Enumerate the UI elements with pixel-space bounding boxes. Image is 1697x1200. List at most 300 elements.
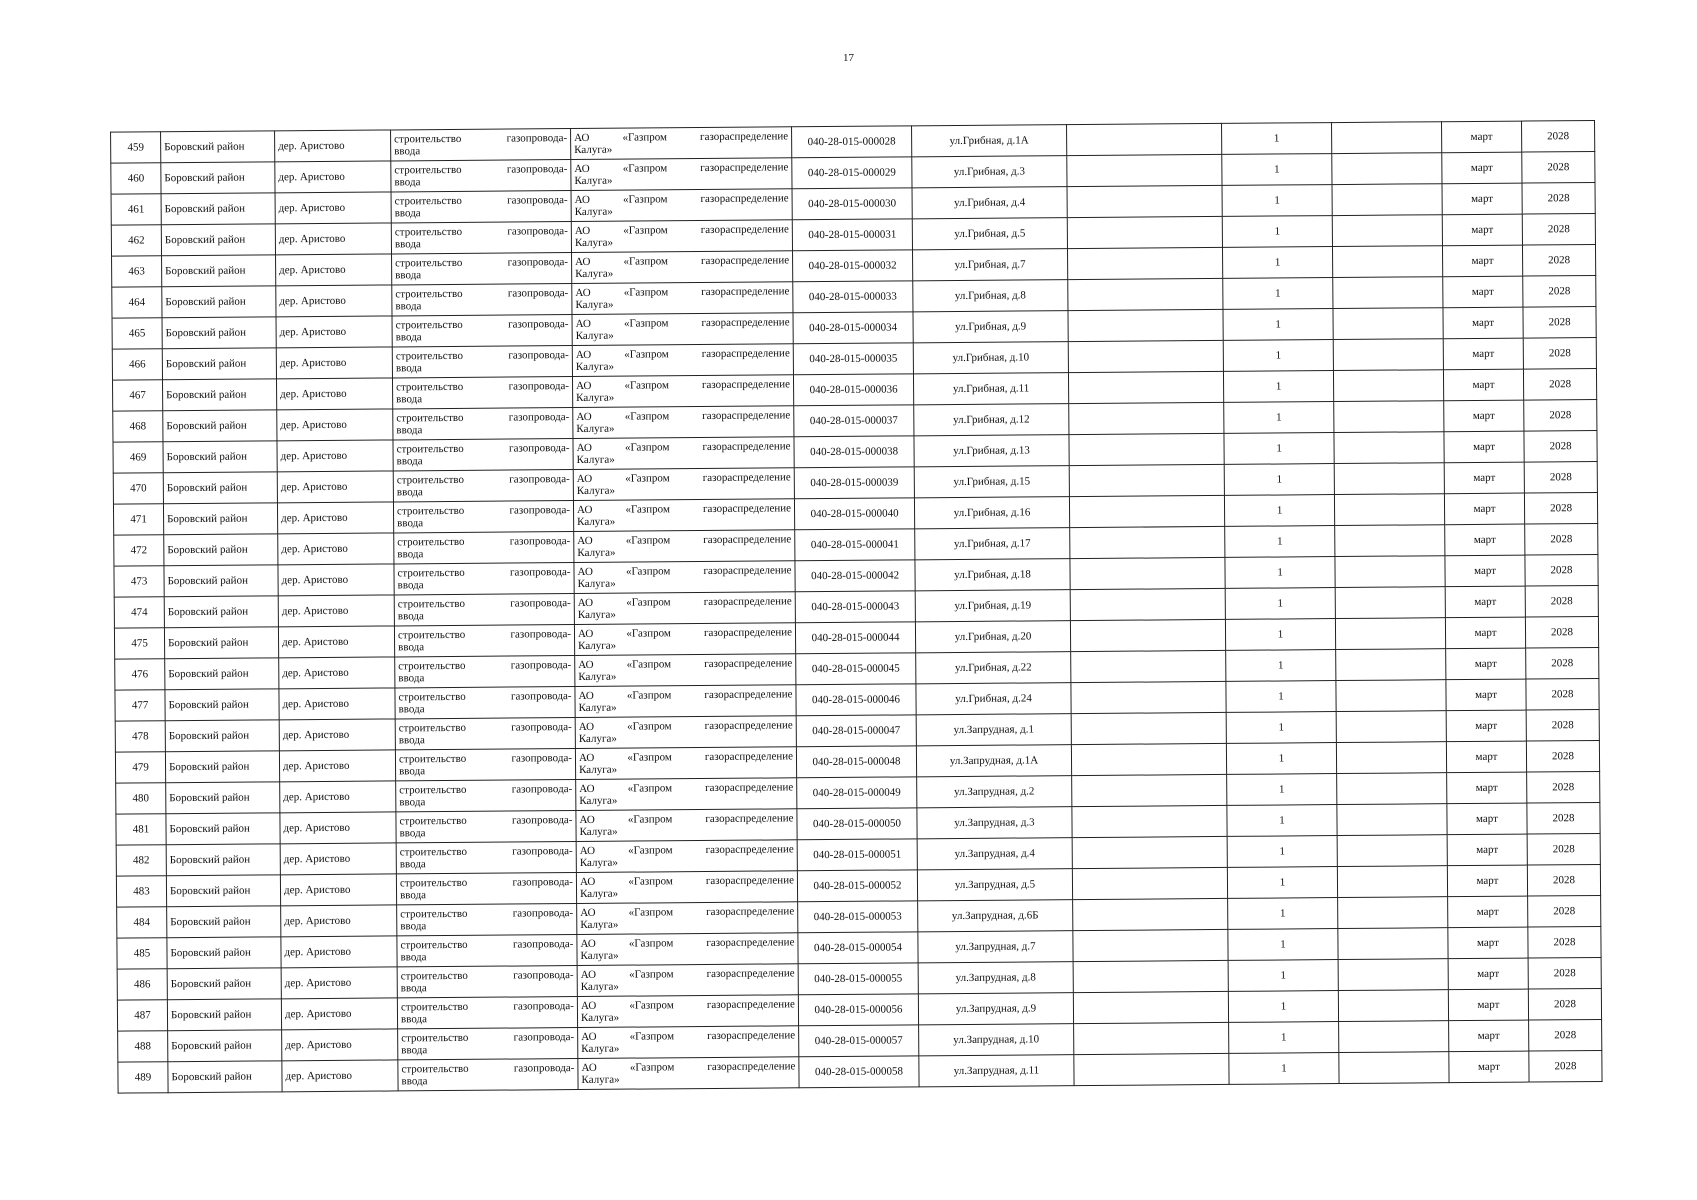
- village-cell: дер. Аристово: [278, 533, 394, 565]
- work-type-word-1: строительство: [397, 535, 465, 549]
- row-number: 478: [115, 721, 165, 752]
- organization-cell: [571, 220, 792, 253]
- work-type-word-1: строительство: [400, 1000, 469, 1014]
- row-number: 484: [117, 907, 167, 938]
- village-cell: дер. Аристово: [280, 781, 396, 813]
- object-code-cell: 040-28-015-000036: [793, 374, 913, 406]
- row-number: 481: [116, 814, 166, 845]
- organization-cell: [571, 189, 792, 222]
- empty-cell: [1335, 587, 1445, 619]
- row-number: 475: [114, 628, 164, 659]
- year-cell: 2028: [1522, 245, 1595, 277]
- empty-cell: [1073, 960, 1228, 992]
- month-cell: март: [1444, 400, 1524, 432]
- organization-cell: [576, 871, 797, 904]
- work-type-word-1: строительство: [398, 659, 466, 673]
- work-type-word-1: строительство: [395, 287, 463, 301]
- work-type-cell: [393, 408, 573, 440]
- month-cell: март: [1442, 183, 1522, 215]
- village-cell: дер. Аристово: [275, 223, 391, 255]
- empty-cell: [1336, 680, 1446, 712]
- district-cell: Боровский район: [163, 503, 277, 535]
- work-type-cell: [392, 377, 572, 409]
- work-type-word-3: ввода: [398, 641, 425, 654]
- work-type-cell: [396, 842, 576, 874]
- empty-cell: [1070, 557, 1225, 589]
- work-type-word-3: ввода: [394, 207, 421, 220]
- organization-word-2: «Газпром: [625, 534, 671, 547]
- month-cell: март: [1445, 524, 1525, 556]
- organization-word-4: Калуга»: [577, 546, 616, 560]
- organization-word-1: АО: [579, 875, 596, 888]
- empty-cell: [1073, 929, 1228, 961]
- empty-cell: [1336, 742, 1446, 774]
- empty-cell: [1336, 711, 1446, 743]
- village-cell: дер. Аристово: [279, 688, 395, 720]
- village-cell: дер. Аристово: [275, 192, 391, 224]
- year-cell: 2028: [1525, 585, 1598, 617]
- empty-cell: [1339, 1021, 1449, 1053]
- empty-cell: [1068, 340, 1223, 372]
- district-cell: Боровский район: [166, 782, 280, 814]
- work-type-word-1: строительство: [395, 349, 464, 363]
- organization-word-1: АО: [578, 751, 595, 764]
- work-type-word-2: газопровода-: [508, 411, 570, 424]
- village-cell: дер. Аристово: [280, 812, 396, 844]
- district-cell: Боровский район: [165, 658, 279, 690]
- work-type-cell: [393, 470, 573, 502]
- row-number: 483: [116, 876, 166, 907]
- organization-word-4: Калуга»: [578, 639, 617, 653]
- address-cell: ул.Грибная, д.20: [915, 621, 1070, 653]
- object-code-cell: 040-28-015-000039: [794, 467, 914, 499]
- quantity-cell: 1: [1225, 619, 1335, 651]
- organization-cell: [577, 964, 798, 997]
- work-type-word-3: ввода: [395, 300, 422, 313]
- organization-word-2: «Газпром: [622, 131, 668, 144]
- work-type-word-2: газопровода-: [508, 318, 569, 331]
- work-type-word-1: строительство: [399, 814, 467, 828]
- year-cell: 2028: [1522, 121, 1595, 153]
- work-type-word-3: ввода: [399, 796, 426, 809]
- quantity-cell: 1: [1222, 216, 1332, 248]
- quantity-cell: 1: [1222, 123, 1332, 155]
- empty-cell: [1067, 123, 1222, 155]
- organization-word-3: газораспределение: [702, 471, 791, 485]
- district-cell: Боровский район: [167, 906, 281, 938]
- organization-word-3: газораспределение: [705, 843, 794, 857]
- work-type-word-1: строительство: [399, 783, 467, 797]
- organization-cell: [574, 530, 795, 563]
- organization-word-2: «Газпром: [622, 193, 668, 206]
- organization-word-4: Калуга»: [575, 298, 614, 312]
- organization-word-1: АО: [574, 162, 590, 176]
- empty-cell: [1338, 959, 1448, 991]
- organization-word-2: «Газпром: [627, 751, 672, 764]
- district-cell: Боровский район: [161, 131, 275, 163]
- organization-word-1: АО: [576, 472, 593, 486]
- organization-word-4: Калуга»: [576, 422, 615, 436]
- organization-cell: [571, 158, 792, 191]
- work-type-cell: [393, 439, 573, 471]
- organization-word-2: «Газпром: [627, 782, 673, 795]
- address-cell: ул.Запрудная, д.11: [919, 1055, 1074, 1087]
- row-number: 470: [113, 473, 163, 504]
- address-cell: ул.Грибная, д.13: [914, 435, 1069, 467]
- organization-word-3: газораспределение: [707, 1029, 796, 1043]
- organization-word-4: Калуга»: [579, 825, 618, 838]
- address-cell: ул.Грибная, д.16: [914, 497, 1069, 529]
- organization-word-4: Калуга»: [580, 918, 619, 931]
- village-cell: дер. Аристово: [276, 378, 392, 410]
- year-cell: 2028: [1527, 771, 1600, 803]
- work-type-word-1: строительство: [395, 256, 463, 270]
- gasification-schedule-table: [110, 120, 1603, 1094]
- organization-word-2: «Газпром: [623, 317, 669, 330]
- work-type-word-3: ввода: [400, 920, 427, 933]
- village-cell: дер. Аристово: [277, 471, 393, 503]
- organization-word-2: «Газпром: [625, 472, 670, 485]
- work-type-word-3: ввода: [397, 548, 424, 561]
- object-code-cell: 040-28-015-000044: [795, 622, 915, 654]
- year-cell: 2028: [1524, 399, 1597, 431]
- address-cell: ул.Запрудная, д.1А: [916, 745, 1071, 777]
- organization-cell: [574, 561, 795, 594]
- work-type-word-3: ввода: [398, 734, 425, 747]
- work-type-word-1: строительство: [400, 969, 468, 983]
- organization-word-2: «Газпром: [625, 503, 670, 516]
- work-type-cell: [397, 904, 577, 936]
- month-cell: март: [1445, 586, 1525, 618]
- work-type-word-1: строительство: [401, 1031, 469, 1045]
- district-cell: Боровский район: [168, 1061, 282, 1093]
- address-cell: ул.Грибная, д.9: [913, 311, 1068, 343]
- empty-cell: [1336, 649, 1446, 681]
- work-type-word-2: газопровода-: [506, 132, 568, 145]
- quantity-cell: 1: [1228, 960, 1338, 992]
- empty-cell: [1333, 277, 1443, 309]
- organization-cell: [573, 406, 794, 439]
- address-cell: ул.Грибная, д.10: [913, 342, 1068, 374]
- work-type-word-3: ввода: [397, 579, 424, 592]
- organization-word-4: Калуга»: [575, 329, 614, 343]
- village-cell: дер. Аристово: [280, 874, 396, 906]
- district-cell: Боровский район: [162, 317, 276, 349]
- address-cell: ул.Запрудная, д.7: [918, 931, 1073, 963]
- district-cell: Боровский район: [161, 224, 275, 256]
- work-type-word-3: ввода: [396, 424, 423, 437]
- empty-cell: [1335, 618, 1445, 650]
- empty-cell: [1071, 712, 1226, 744]
- work-type-cell: [394, 594, 574, 626]
- empty-cell: [1334, 401, 1444, 433]
- object-code-cell: 040-28-015-000052: [797, 870, 917, 902]
- organization-word-1: АО: [577, 596, 594, 610]
- row-number: 471: [113, 504, 163, 535]
- organization-word-1: АО: [581, 1061, 597, 1074]
- year-cell: 2028: [1527, 833, 1600, 865]
- address-cell: ул.Грибная, д.11: [913, 373, 1068, 405]
- organization-word-3: газораспределение: [701, 285, 790, 299]
- object-code-cell: 040-28-015-000053: [798, 901, 918, 933]
- organization-word-3: газораспределение: [700, 161, 789, 175]
- work-type-word-2: газопровода-: [512, 938, 574, 951]
- year-cell: 2028: [1525, 523, 1598, 555]
- organization-word-2: «Газпром: [623, 286, 669, 299]
- empty-cell: [1333, 370, 1443, 402]
- work-type-word-3: ввода: [399, 858, 426, 871]
- work-type-word-2: газопровода-: [513, 1000, 574, 1013]
- row-number: 486: [117, 969, 167, 1000]
- month-cell: март: [1445, 617, 1525, 649]
- object-code-cell: 040-28-015-000040: [794, 498, 914, 530]
- work-type-cell: [397, 935, 577, 967]
- organization-word-4: Калуга»: [580, 887, 619, 900]
- work-type-word-3: ввода: [396, 455, 423, 468]
- year-cell: 2028: [1527, 802, 1600, 834]
- row-number: 466: [112, 349, 162, 380]
- organization-word-1: АО: [578, 658, 594, 672]
- month-cell: март: [1447, 772, 1527, 804]
- organization-cell: [573, 468, 794, 501]
- organization-word-2: «Газпром: [622, 162, 668, 175]
- work-type-cell: [392, 346, 572, 378]
- organization-word-2: «Газпром: [624, 379, 669, 392]
- organization-word-1: АО: [576, 503, 593, 517]
- empty-cell: [1333, 308, 1443, 340]
- organization-word-1: АО: [575, 317, 591, 331]
- address-cell: ул.Грибная, д.22: [916, 652, 1071, 684]
- year-cell: 2028: [1524, 430, 1597, 462]
- work-type-cell: [396, 873, 576, 905]
- empty-cell: [1338, 990, 1448, 1022]
- work-type-word-1: строительство: [396, 380, 464, 394]
- work-type-word-3: ввода: [396, 393, 423, 406]
- empty-cell: [1067, 154, 1222, 186]
- row-number: 476: [115, 659, 165, 690]
- district-cell: Боровский район: [161, 193, 275, 225]
- organization-word-1: АО: [574, 193, 590, 207]
- organization-word-4: Калуга»: [580, 949, 619, 962]
- organization-word-1: АО: [577, 627, 594, 641]
- organization-word-1: АО: [581, 1030, 597, 1043]
- organization-cell: [572, 251, 793, 284]
- quantity-cell: 1: [1227, 867, 1337, 899]
- organization-word-4: Калуга»: [579, 763, 618, 776]
- address-cell: ул.Грибная, д.4: [912, 187, 1067, 219]
- row-number: 461: [111, 194, 161, 225]
- page-number: 17: [843, 52, 854, 64]
- village-cell: дер. Аристово: [275, 130, 391, 162]
- organization-word-1: АО: [580, 968, 597, 981]
- address-cell: ул.Грибная, д.12: [914, 404, 1069, 436]
- empty-cell: [1069, 402, 1224, 434]
- work-type-word-2: газопровода-: [512, 907, 574, 920]
- work-type-word-3: ввода: [400, 951, 427, 964]
- work-type-cell: [392, 315, 572, 347]
- work-type-word-2: газопровода-: [508, 349, 569, 362]
- object-code-cell: 040-28-015-000047: [796, 715, 916, 747]
- work-type-word-3: ввода: [394, 176, 421, 189]
- year-cell: 2028: [1529, 1050, 1602, 1082]
- district-cell: Боровский район: [166, 875, 280, 907]
- work-type-word-1: строительство: [394, 225, 463, 239]
- organization-word-2: «Газпром: [626, 627, 671, 640]
- row-number: 464: [112, 287, 162, 318]
- quantity-cell: 1: [1227, 774, 1337, 806]
- year-cell: 2028: [1525, 616, 1598, 648]
- row-number: 462: [111, 225, 161, 256]
- organization-cell: [575, 747, 796, 780]
- organization-cell: [575, 685, 796, 718]
- village-cell: дер. Аристово: [281, 998, 397, 1030]
- empty-cell: [1333, 339, 1443, 371]
- organization-word-4: Калуга»: [580, 980, 619, 993]
- quantity-cell: 1: [1223, 340, 1333, 372]
- organization-word-2: «Газпром: [626, 658, 672, 671]
- address-cell: ул.Запрудная, д.2: [917, 776, 1072, 808]
- year-cell: 2028: [1524, 461, 1597, 493]
- quantity-cell: 1: [1224, 402, 1334, 434]
- year-cell: 2028: [1528, 926, 1601, 958]
- organization-cell: [573, 437, 794, 470]
- village-cell: дер. Аристово: [276, 285, 392, 317]
- quantity-cell: 1: [1223, 278, 1333, 310]
- quantity-cell: 1: [1222, 185, 1332, 217]
- work-type-word-2: газопровода-: [510, 597, 571, 610]
- village-cell: дер. Аристово: [277, 409, 393, 441]
- organization-word-3: газораспределение: [703, 533, 792, 547]
- work-type-word-1: строительство: [398, 721, 467, 735]
- row-number: 487: [117, 1000, 167, 1031]
- work-type-word-2: газопровода-: [509, 535, 571, 548]
- work-type-word-1: строительство: [397, 597, 466, 611]
- work-type-cell: [395, 718, 575, 750]
- object-code-cell: 040-28-015-000043: [795, 591, 915, 623]
- organization-word-2: «Газпром: [627, 720, 672, 733]
- year-cell: 2028: [1526, 709, 1599, 741]
- quantity-cell: 1: [1223, 309, 1333, 341]
- organization-word-2: «Газпром: [629, 999, 674, 1012]
- organization-cell: [576, 809, 797, 842]
- organization-cell: [572, 375, 793, 408]
- organization-cell: [578, 1057, 799, 1090]
- empty-cell: [1068, 371, 1223, 403]
- organization-word-2: «Газпром: [629, 968, 674, 981]
- organization-word-1: АО: [580, 937, 596, 950]
- work-type-word-3: ввода: [400, 1013, 428, 1026]
- work-type-word-3: ввода: [400, 889, 427, 902]
- district-cell: Боровский район: [162, 348, 276, 380]
- work-type-word-2: газопровода-: [508, 380, 570, 393]
- work-type-word-1: строительство: [396, 442, 464, 456]
- district-cell: Боровский район: [167, 937, 281, 969]
- work-type-word-1: строительство: [399, 876, 468, 890]
- district-cell: Боровский район: [162, 255, 276, 287]
- empty-cell: [1072, 774, 1227, 806]
- organization-word-3: газораспределение: [701, 316, 790, 330]
- organization-cell: [572, 344, 793, 377]
- village-cell: дер. Аристово: [282, 1029, 398, 1061]
- empty-cell: [1332, 246, 1442, 278]
- work-type-word-1: строительство: [396, 473, 465, 487]
- quantity-cell: 1: [1227, 805, 1337, 837]
- object-code-cell: 040-28-015-000050: [797, 808, 917, 840]
- organization-word-4: Калуга»: [576, 484, 615, 498]
- district-cell: Боровский район: [164, 627, 278, 659]
- quantity-cell: 1: [1225, 526, 1335, 558]
- empty-cell: [1068, 278, 1223, 310]
- organization-cell: [574, 592, 795, 625]
- village-cell: дер. Аристово: [277, 440, 393, 472]
- village-cell: дер. Аристово: [281, 905, 397, 937]
- village-cell: дер. Аристово: [280, 843, 396, 875]
- quantity-cell: 1: [1224, 464, 1334, 496]
- work-type-word-3: ввода: [399, 765, 426, 778]
- organization-word-4: Калуга»: [575, 267, 614, 281]
- month-cell: март: [1449, 1020, 1529, 1052]
- row-number: 485: [117, 938, 167, 969]
- empty-cell: [1070, 526, 1225, 558]
- work-type-word-2: газопровода-: [509, 504, 571, 517]
- work-type-word-1: строительство: [398, 752, 467, 766]
- row-number: 472: [114, 535, 164, 566]
- village-cell: дер. Аристово: [278, 626, 394, 658]
- district-cell: Боровский район: [163, 410, 277, 442]
- empty-cell: [1335, 556, 1445, 588]
- district-cell: Боровский район: [167, 999, 281, 1031]
- organization-word-3: газораспределение: [703, 626, 793, 640]
- table-body: [111, 121, 1603, 1094]
- organization-word-1: АО: [579, 844, 596, 857]
- organization-word-3: газораспределение: [705, 812, 794, 826]
- year-cell: 2028: [1523, 306, 1596, 338]
- work-type-word-2: газопровода-: [510, 659, 572, 672]
- year-cell: 2028: [1526, 647, 1599, 679]
- empty-cell: [1072, 805, 1227, 837]
- row-number: 488: [118, 1031, 168, 1062]
- object-code-cell: 040-28-015-000057: [799, 1025, 919, 1057]
- quantity-cell: 1: [1226, 681, 1336, 713]
- empty-cell: [1072, 836, 1227, 868]
- organization-word-3: газораспределение: [703, 595, 792, 609]
- empty-cell: [1332, 122, 1442, 154]
- object-code-cell: 040-28-015-000041: [795, 529, 915, 561]
- quantity-cell: 1: [1222, 247, 1332, 279]
- organization-word-2: «Газпром: [625, 565, 671, 578]
- work-type-cell: [395, 687, 575, 719]
- organization-word-4: Калуга»: [577, 608, 616, 622]
- work-type-word-1: строительство: [395, 318, 463, 332]
- row-number: 459: [111, 132, 161, 163]
- organization-cell: [573, 499, 794, 532]
- work-type-word-2: газопровода-: [512, 876, 574, 889]
- work-type-word-2: газопровода-: [513, 969, 574, 982]
- village-cell: дер. Аристово: [282, 1060, 398, 1092]
- empty-cell: [1338, 928, 1448, 960]
- organization-word-3: газораспределение: [700, 223, 789, 237]
- work-type-cell: [391, 129, 571, 161]
- district-cell: Боровский район: [163, 472, 277, 504]
- organization-word-3: газораспределение: [704, 750, 794, 764]
- work-type-word-2: газопровода-: [511, 814, 573, 827]
- month-cell: март: [1448, 989, 1528, 1021]
- organization-word-2: «Газпром: [627, 813, 673, 826]
- organization-word-2: «Газпром: [629, 1061, 675, 1074]
- work-type-word-2: газопровода-: [509, 566, 571, 579]
- address-cell: ул.Запрудная, д.1: [916, 714, 1071, 746]
- empty-cell: [1338, 897, 1448, 929]
